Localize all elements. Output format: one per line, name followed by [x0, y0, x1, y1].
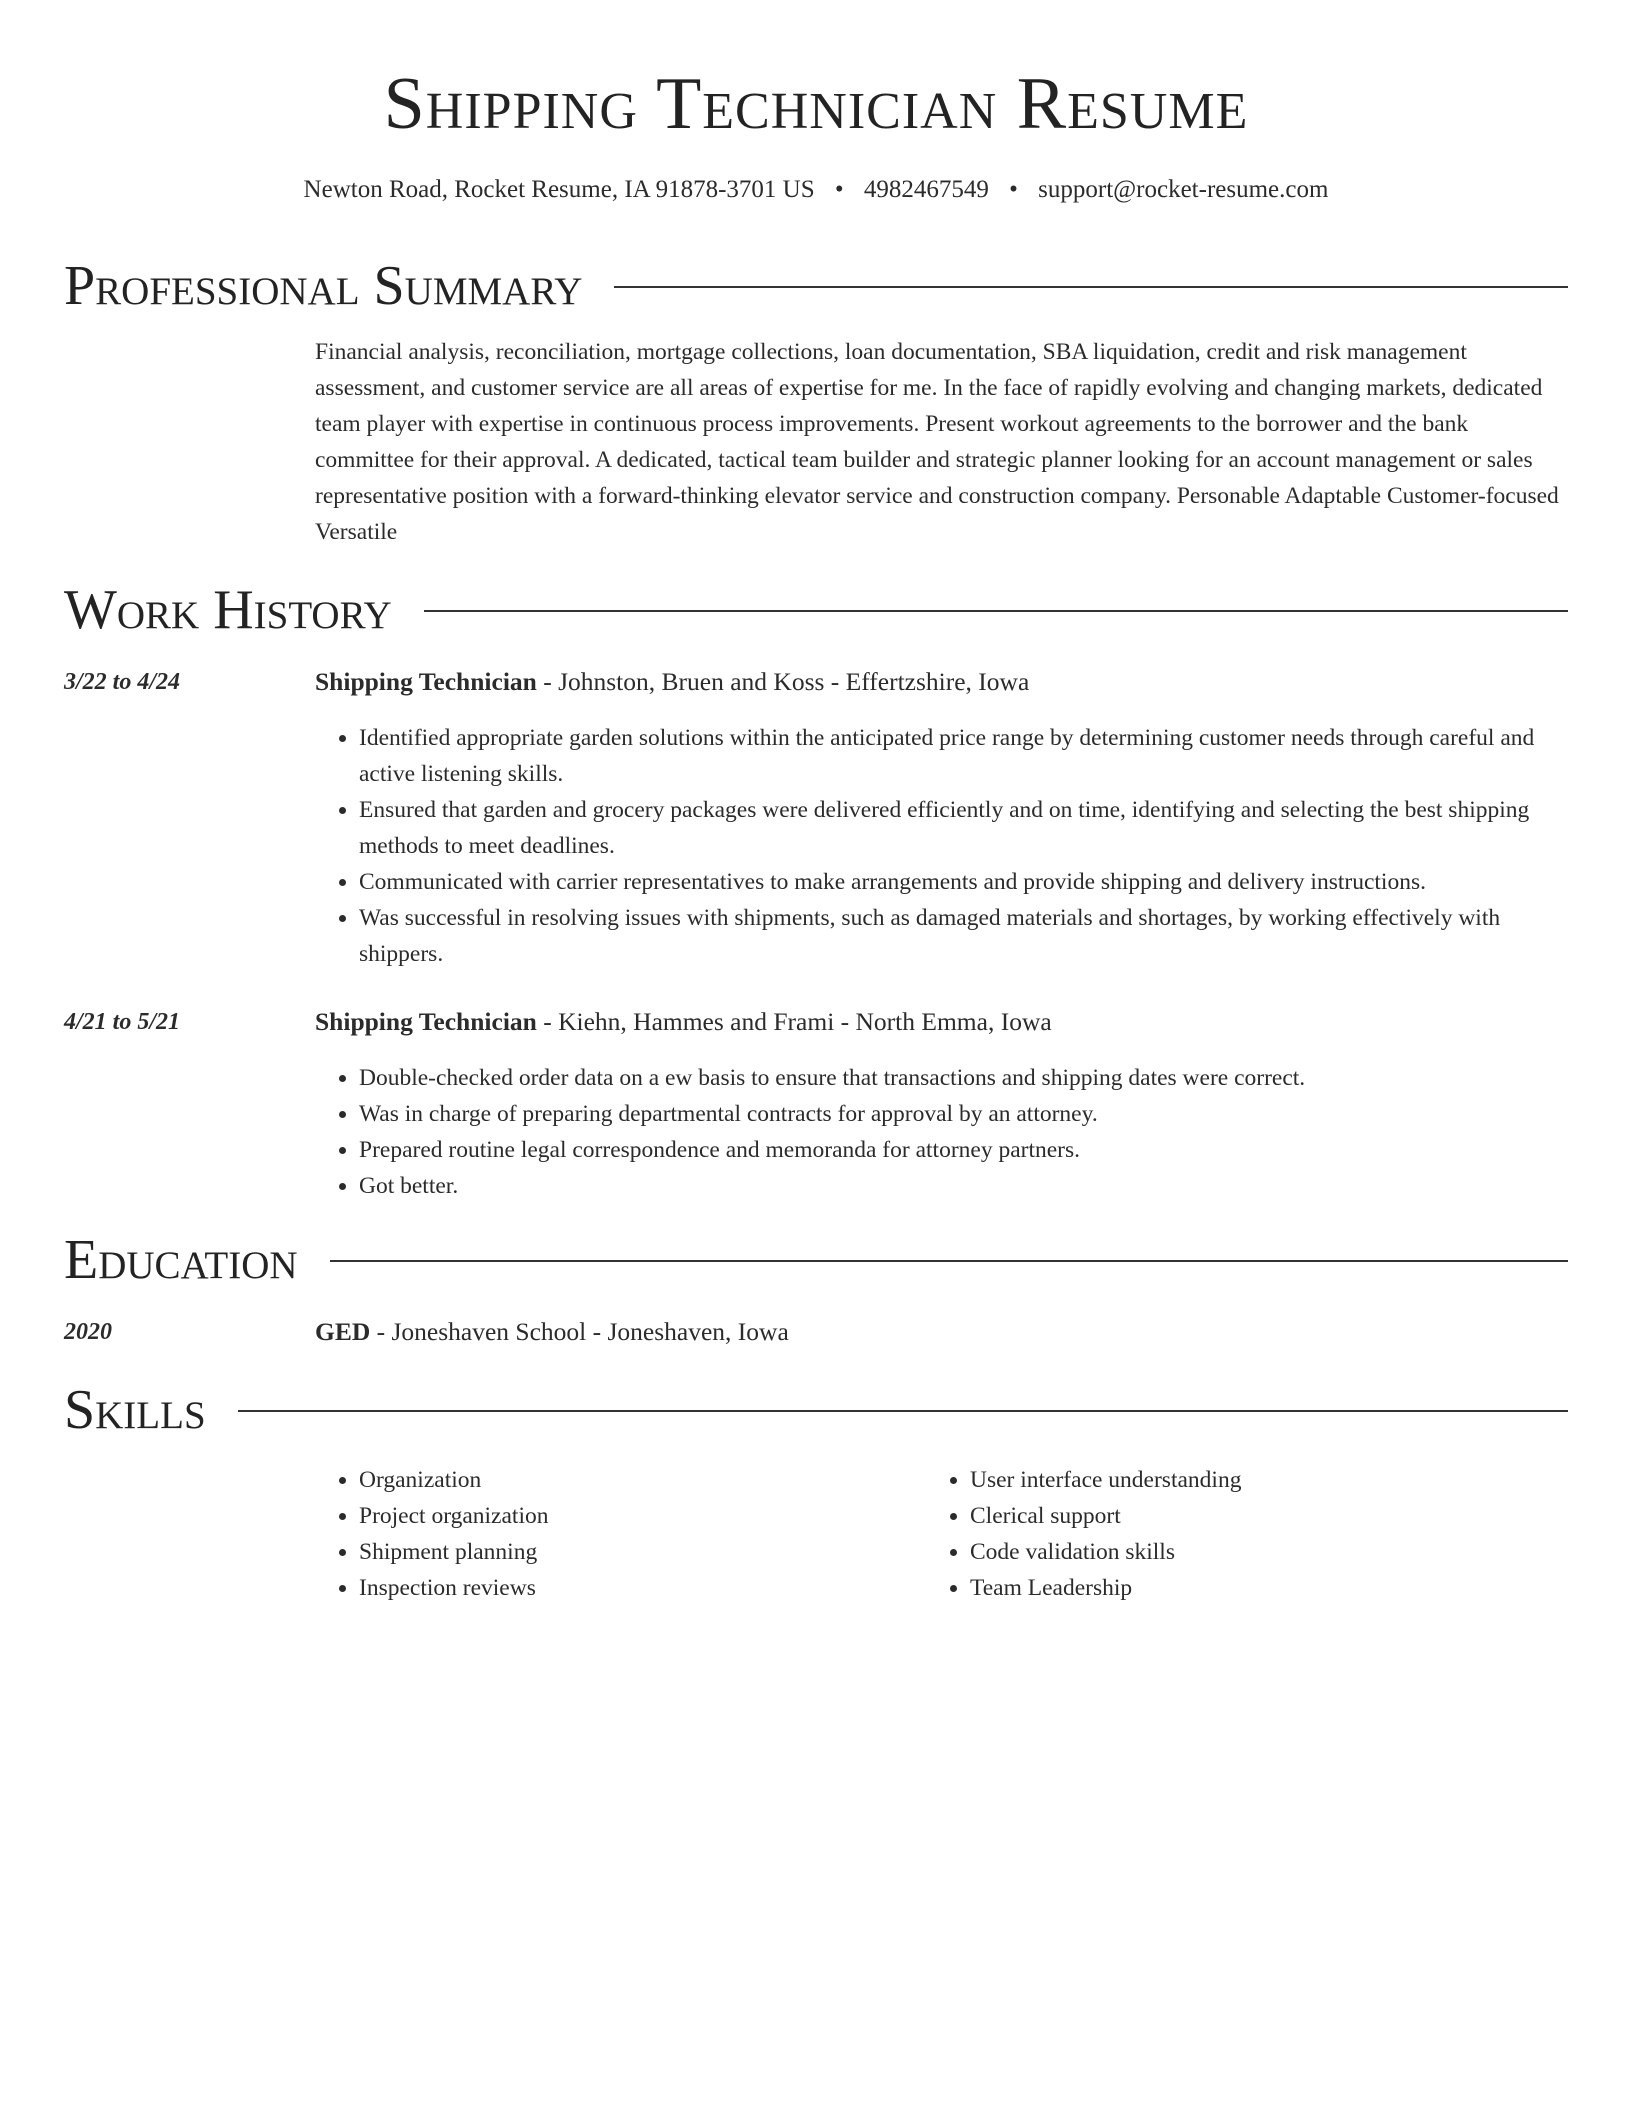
- education-section-header: [64, 1230, 1568, 1290]
- job-title: Shipping Technician: [315, 667, 537, 696]
- section-divider: [424, 610, 1568, 612]
- work-heading: Work History: [64, 579, 392, 641]
- work-section-header: [64, 580, 1568, 640]
- education-heading: Education: [64, 1229, 298, 1291]
- summary-heading: Professional Summary: [64, 255, 583, 317]
- education-degree: GED: [315, 1317, 371, 1346]
- education-school: - Joneshaven School - Joneshaven, Iowa: [370, 1317, 789, 1346]
- skill-item: • Team Leadership: [970, 1570, 1570, 1606]
- section-divider: [238, 1410, 1568, 1412]
- education-line: [315, 1314, 1568, 1350]
- list-item: • Ensured that garden and grocery packages were delivered efficiently and on time, identifying and selecting the best shipping methods to meet deadlines.: [359, 792, 1568, 864]
- skill-item: • Code validation skills: [970, 1534, 1570, 1570]
- skills-list-left: [315, 1462, 919, 1606]
- list-item: • Identified appropriate garden solutions within the anticipated price range by determining customer needs through careful and active listening skills.: [359, 720, 1568, 792]
- skills-section-header: [64, 1380, 1568, 1440]
- job-bullets: [315, 1060, 1568, 1204]
- contact-phone: 4982467549: [863, 176, 989, 203]
- list-item: • Was successful in resolving issues with shipments, such as damaged materials and shortages, by working effectively with shippers.: [359, 900, 1568, 972]
- job-bullets: [315, 720, 1568, 972]
- skills-heading: Skills: [64, 1379, 206, 1441]
- job-title-line: [315, 664, 1568, 700]
- contact-line: [64, 174, 1568, 206]
- education-year: 2020: [64, 1319, 112, 1345]
- list-item: • Was in charge of preparing departmental contracts for approval by an attorney.: [359, 1096, 1568, 1132]
- resume-title: Shipping Technician Resume: [383, 63, 1249, 145]
- skill-item: • User interface understanding: [970, 1462, 1570, 1498]
- resume-page: [64, 0, 1568, 1601]
- job-title-line: [315, 1004, 1568, 1040]
- skills-list-right: [926, 1462, 1570, 1606]
- section-divider: [330, 1260, 1568, 1262]
- contact-separator: •: [1009, 176, 1018, 203]
- section-divider: [614, 286, 1568, 288]
- list-item: • Prepared routine legal correspondence and memoranda for attorney partners.: [359, 1132, 1568, 1168]
- skill-item: • Shipment planning: [359, 1534, 919, 1570]
- skill-item: • Project organization: [359, 1498, 919, 1534]
- job-employer: - Johnston, Bruen and Koss - Effertzshire, Iowa: [536, 667, 1030, 696]
- list-item: • Double-checked order data on a ew basis to ensure that transactions and shipping dates were correct.: [359, 1060, 1568, 1096]
- contact-address: Newton Road, Rocket Resume, IA 91878-3701 US: [303, 176, 815, 203]
- job-dates: 4/21 to 5/21: [64, 1009, 181, 1035]
- summary-text: Financial analysis, reconciliation, mortgage collections, loan documentation, SBA liquidation, credit and risk management assessment, and customer service are all areas of expertise for me. In the face of rapidly evolving and changing markets, dedicated team player with expertise in continuous process improvements. Present workout agreements to the borrower and the bank committee for their approval. A dedicated, tactical team builder and strategic planner looking for an account management or sales representative position with a forward-thinking elevator service and construction company. Personable Adaptable Customer-focused Versatile: [315, 339, 1559, 545]
- list-item: • Got better.: [359, 1168, 1568, 1204]
- contact-separator: •: [834, 176, 844, 203]
- list-item: • Communicated with carrier representatives to make arrangements and provide shipping and delivery instructions.: [359, 864, 1568, 900]
- job-dates: 3/22 to 4/24: [64, 669, 181, 695]
- contact-email: support@rocket-resume.com: [1038, 176, 1329, 203]
- skill-item: • Organization: [359, 1462, 919, 1498]
- skill-item: • Inspection reviews: [359, 1570, 919, 1606]
- summary-section-header: [64, 256, 1568, 316]
- skill-item: • Clerical support: [970, 1498, 1570, 1534]
- job-employer: - Kiehn, Hammes and Frami - North Emma, Iowa: [536, 1007, 1052, 1036]
- job-title: Shipping Technician: [315, 1007, 537, 1036]
